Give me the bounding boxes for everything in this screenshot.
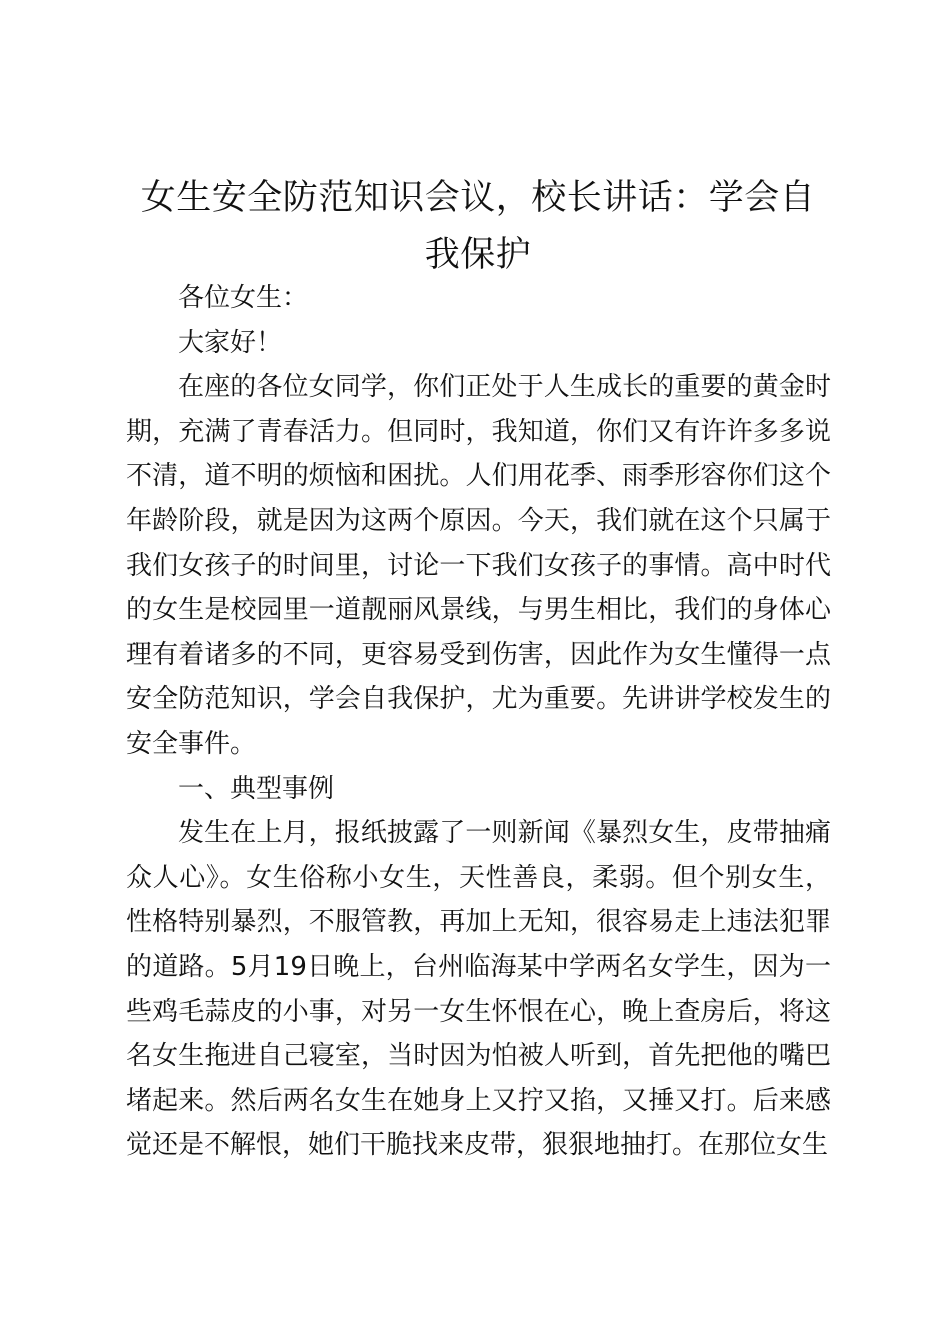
- greeting: 大家好！: [178, 327, 283, 358]
- paragraph-example: 发生在上月，报纸披露了一则新闻《暴烈女生，皮带抽痛众人心》。女生俗称小女生，天性善良，柔弱。但个别女生，性格特别暴烈，不服管教，再加上无知，很容易走上违法犯罪的道路。5月19日晚上，台州临海某中学两名女学生，因为一些鸡毛蒜皮的小事，对另一女生怀恨在心，晚上查房后，将这名女生拖进自己寝室，当时因为怕被人听到，首先把他的嘴巴堵起来。然后两名女生在她身上又拧又掐，又捶又打。后来感觉还是不解恨，她们干脆找来皮带，狠狠地抽打。在那位女生: [126, 818, 831, 1161]
- document-title: 女生安全防范知识会议，校长讲话：学会自我保护: [140, 178, 816, 275]
- document-body: [126, 276, 831, 1168]
- paragraph-intro: 在座的各位女同学，你们正处于人生成长的重要的黄金时期，充满了青春活力。但同时，我知道，你们又有许许多多说不清，道不明的烦恼和困扰。人们用花季、雨季形容你们这个年龄阶段，就是因为这两个原因。今天，我们就在这个只属于我们女孩子的时间里，讨论一下我们女孩子的事情。高中时代的女生是校园里一道靓丽风景线，与男生相比，我们的身体心理有着诸多的不同，更容易受到伤害，因此作为女生懂得一点安全防范知识，学会自我保护，尤为重要。先讲讲学校发生的安全事件。: [126, 372, 831, 759]
- salutation: 各位女生：: [178, 283, 309, 313]
- section-heading: 一、典型事例: [178, 773, 335, 804]
